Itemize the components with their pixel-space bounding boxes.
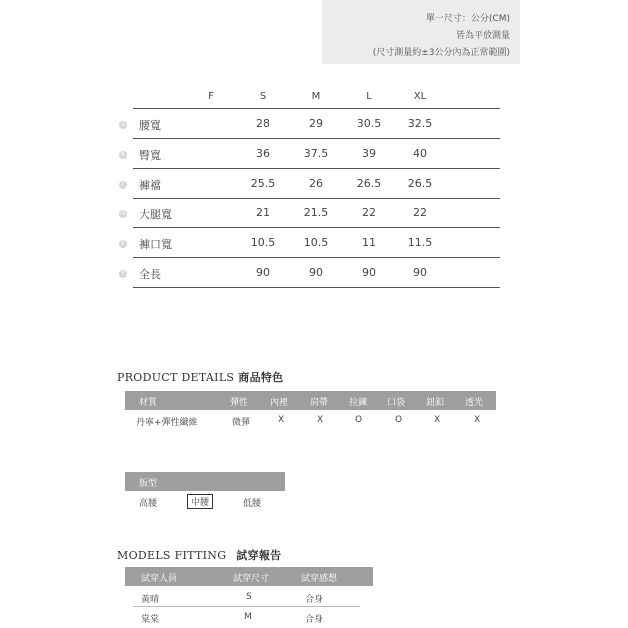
table-cell: 21.5 — [303, 206, 329, 219]
header-lining: 內裡 — [270, 398, 289, 408]
table-cell: 21 — [256, 206, 270, 219]
table-cell: 90 — [413, 266, 427, 279]
table-cell: 22 — [362, 206, 376, 219]
value-stretch: 微彈 — [232, 418, 251, 428]
header-pocket: 口袋 — [387, 398, 406, 408]
value-transparency: X — [474, 415, 481, 425]
header-model-size: 試穿尺寸 — [233, 574, 270, 584]
tolerance-note: (尺寸測量約±3公分內為正常範圍) — [372, 48, 510, 58]
table-divider — [133, 257, 500, 258]
header-zipper: 拉鍊 — [349, 398, 368, 408]
table-divider — [133, 287, 500, 288]
size-header-xl: XL — [413, 91, 427, 102]
value-lining: X — [278, 415, 285, 425]
header-model-feel: 試穿感想 — [301, 574, 338, 584]
table-cell: 11 — [362, 236, 376, 249]
table-cell: 30.5 — [356, 117, 382, 130]
model-size: M — [244, 612, 252, 622]
flat-measure-note: 皆為平放測量 — [455, 31, 510, 41]
table-cell: 39 — [362, 147, 376, 160]
size-header-s: S — [259, 91, 267, 102]
row-badge-icon: D — [119, 210, 127, 218]
table-cell: 37.5 — [303, 147, 329, 160]
header-stretch: 彈性 — [230, 398, 249, 408]
model-name: 黃晴 — [141, 595, 160, 605]
table-cell: 29 — [309, 117, 323, 130]
size-header-l: L — [366, 91, 372, 102]
table-cell: 28 — [256, 117, 270, 130]
product-details-title-en: PRODUCT DETAILS — [117, 371, 235, 384]
header-transparency: 透光 — [465, 398, 484, 408]
table-divider — [133, 168, 500, 169]
fit-header-bar — [125, 472, 285, 491]
fit-header-label: 版型 — [139, 479, 158, 489]
row-label-hip: 臀寬 — [139, 149, 161, 162]
table-divider — [133, 108, 500, 109]
fit-option-mid-selected: 中腰 — [187, 494, 213, 509]
models-fitting-title-cn: 試穿報告 — [236, 549, 282, 562]
value-button: X — [434, 415, 441, 425]
model-size: S — [246, 592, 252, 602]
row-label-hem: 褲口寬 — [139, 238, 172, 251]
table-cell: 10.5 — [250, 236, 276, 249]
value-material: 丹寧+彈性纖維 — [136, 418, 198, 428]
row-label-thigh: 大腿寬 — [139, 208, 172, 221]
header-button: 鈕釦 — [426, 398, 445, 408]
measurement-note — [322, 0, 520, 64]
unit-note: 單一尺寸：公分(CM) — [425, 14, 510, 24]
table-cell: 36 — [256, 147, 270, 160]
model-feel: 合身 — [305, 615, 324, 625]
row-badge-icon: A — [119, 121, 127, 129]
value-pocket: O — [395, 415, 403, 425]
table-cell: 26 — [309, 177, 323, 190]
value-zipper: O — [355, 415, 363, 425]
table-cell: 11.5 — [407, 236, 433, 249]
models-row-divider — [133, 606, 360, 607]
table-cell: 25.5 — [250, 177, 276, 190]
models-header-bar — [125, 567, 373, 586]
row-badge-icon: E — [119, 240, 127, 248]
product-details-title — [117, 369, 283, 385]
table-cell: 26.5 — [356, 177, 382, 190]
row-badge-icon: B — [119, 151, 127, 159]
header-strap: 肩帶 — [310, 398, 329, 408]
models-fitting-title-en: MODELS FITTING — [117, 549, 227, 562]
table-divider — [133, 138, 500, 139]
table-cell: 90 — [362, 266, 376, 279]
fit-option-high: 高腰 — [139, 499, 158, 509]
row-label-length: 全長 — [139, 268, 161, 281]
model-name: 棠棠 — [141, 615, 160, 625]
models-fitting-title — [117, 547, 281, 563]
row-badge-icon: C — [119, 181, 127, 189]
value-strap: X — [317, 415, 324, 425]
table-cell: 32.5 — [407, 117, 433, 130]
table-cell: 40 — [413, 147, 427, 160]
table-cell: 90 — [256, 266, 270, 279]
table-cell: 22 — [413, 206, 427, 219]
fit-option-low: 低腰 — [243, 499, 262, 509]
table-divider — [133, 198, 500, 199]
product-details-title-cn: 商品特色 — [238, 371, 284, 384]
size-header-m: M — [311, 91, 321, 102]
header-material: 材質 — [139, 398, 158, 408]
row-label-waist: 腰寬 — [139, 119, 161, 132]
product-details-header-bar — [125, 391, 496, 410]
model-feel: 合身 — [305, 595, 324, 605]
header-model-name: 試穿人員 — [141, 574, 178, 584]
row-badge-icon: F — [119, 270, 127, 278]
table-cell: 90 — [309, 266, 323, 279]
table-divider — [133, 227, 500, 228]
table-cell: 26.5 — [407, 177, 433, 190]
row-label-rise: 褲襠 — [139, 179, 161, 192]
table-cell: 10.5 — [303, 236, 329, 249]
size-header-f: F — [208, 91, 214, 102]
